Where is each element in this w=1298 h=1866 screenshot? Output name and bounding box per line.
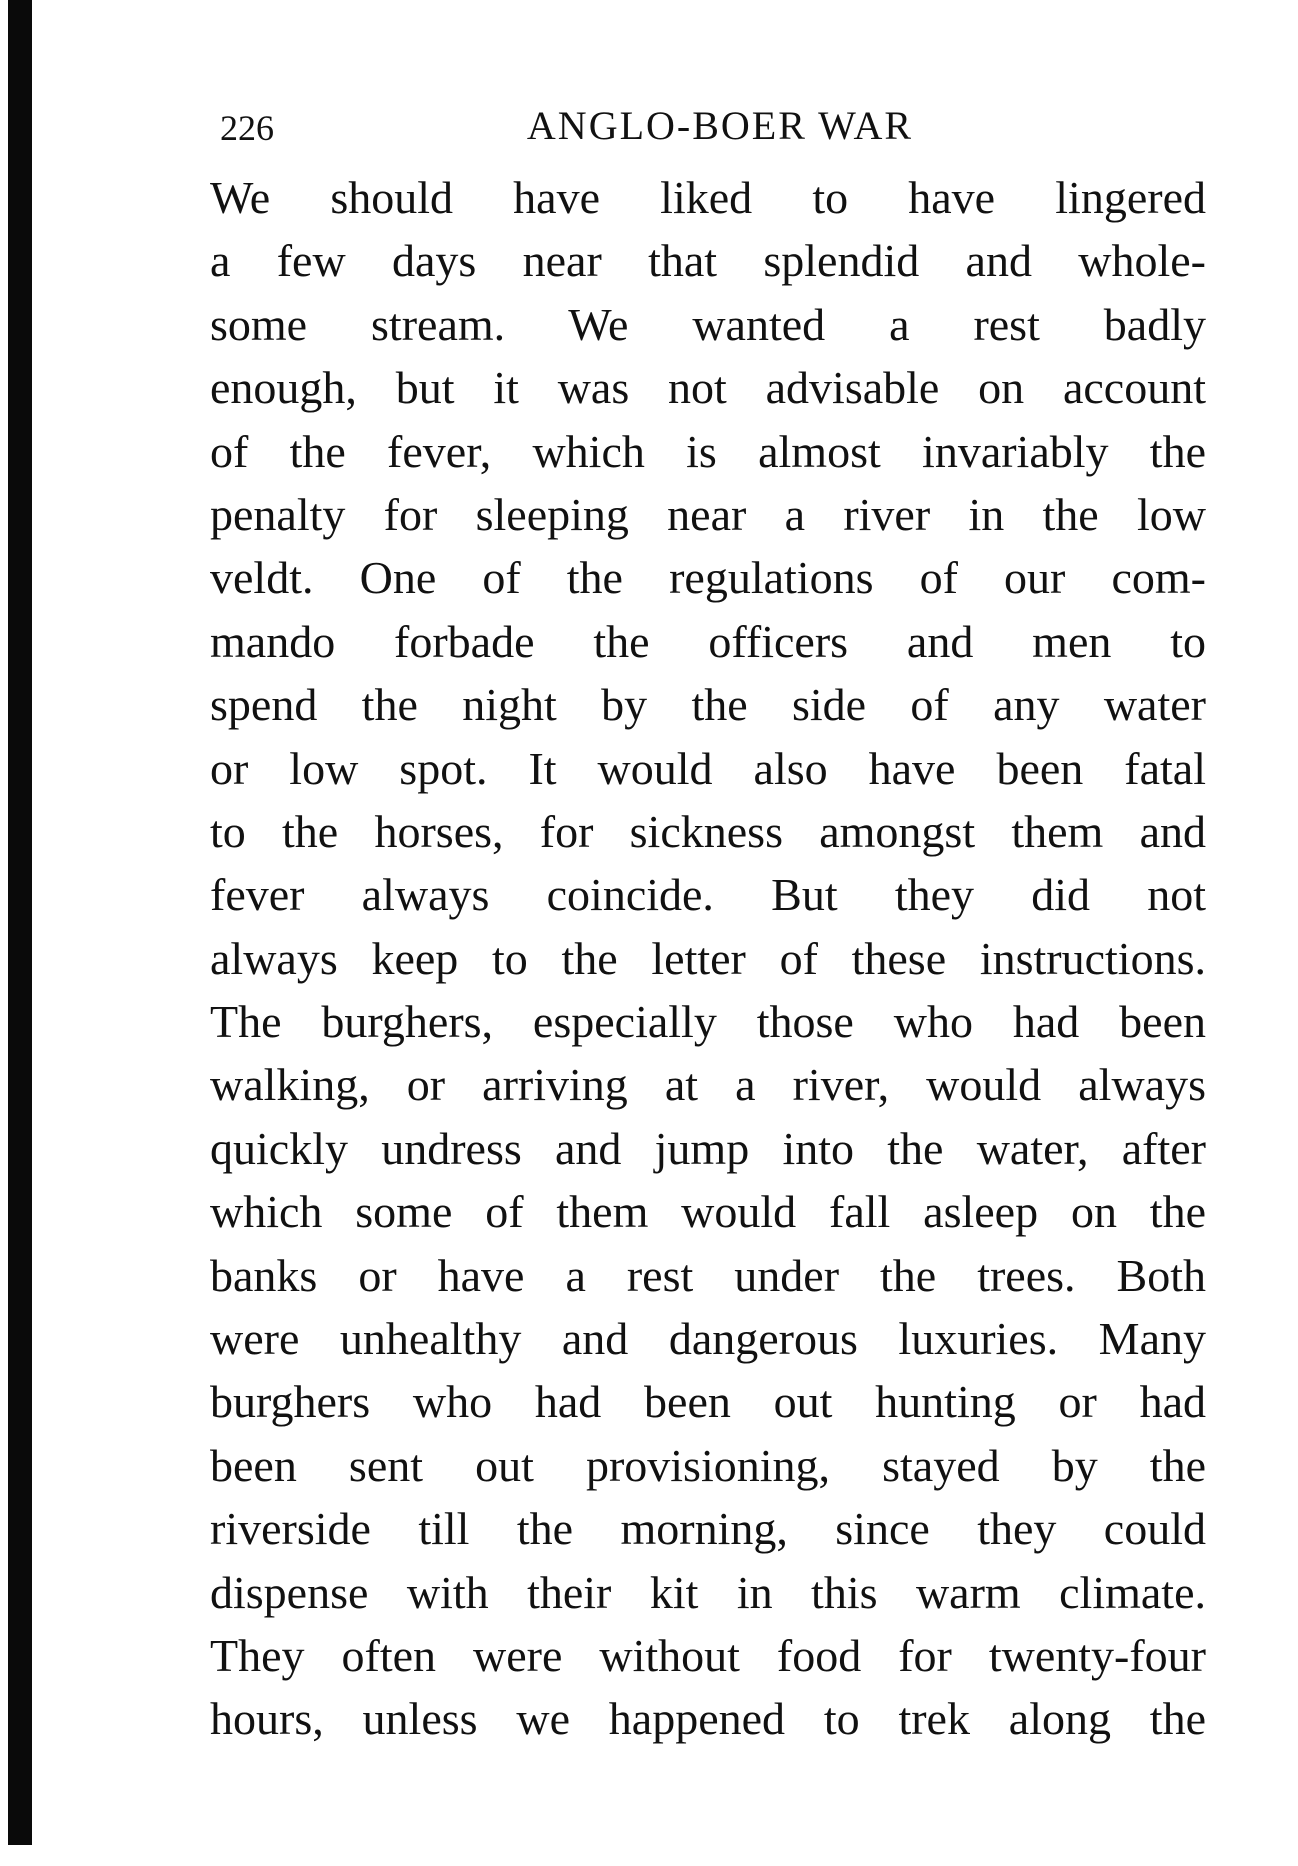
text-line: quickly undress and jump into the water, after	[210, 1122, 1206, 1174]
text-line: which some of them would fall asleep on the	[210, 1186, 1206, 1238]
text-line: They often were without food for twenty-four	[210, 1629, 1206, 1681]
text-line: were unhealthy and dangerous luxuries. Many	[210, 1313, 1206, 1365]
text-line: banks or have a rest under the trees. Both	[210, 1249, 1206, 1301]
text-line: veldt. One of the regulations of our com-	[210, 552, 1206, 604]
text-line: enough, but it was not advisable on account	[210, 362, 1206, 414]
text-line: dispense with their kit in this warm climate.	[210, 1566, 1206, 1618]
text-line: some stream. We wanted a rest badly	[210, 298, 1206, 350]
running-title: ANGLO-BOER WAR	[526, 103, 914, 148]
text-line: We should have liked to have lingered	[210, 172, 1206, 223]
text-line: The burghers, especially those who had been	[210, 996, 1206, 1048]
text-line: hours, unless we happened to trek along the	[210, 1693, 1206, 1745]
text-line: been sent out provisioning, stayed by the	[210, 1439, 1206, 1491]
text-line: burghers who had been out hunting or had	[210, 1376, 1206, 1428]
text-line: mando forbade the officers and men to	[210, 615, 1206, 667]
page-number: 226	[220, 108, 274, 148]
text-line: walking, or arriving at a river, would always	[210, 1059, 1206, 1111]
body-text	[210, 166, 1206, 1751]
text-line: or low spot. It would also have been fatal	[210, 742, 1206, 794]
book-binding-edge	[8, 0, 32, 1845]
text-line: spend the night by the side of any water	[210, 679, 1206, 731]
text-line: to the horses, for sickness amongst them and	[210, 805, 1206, 857]
text-line: of the fever, which is almost invariably the	[210, 425, 1206, 477]
text-line: fever always coincide. But they did not	[210, 869, 1206, 921]
text-line: penalty for sleeping near a river in the low	[210, 488, 1206, 540]
text-line: riverside till the morning, since they could	[210, 1503, 1206, 1555]
text-line: a few days near that splendid and whole-	[210, 235, 1206, 287]
text-line: always keep to the letter of these instructions.	[210, 932, 1206, 984]
